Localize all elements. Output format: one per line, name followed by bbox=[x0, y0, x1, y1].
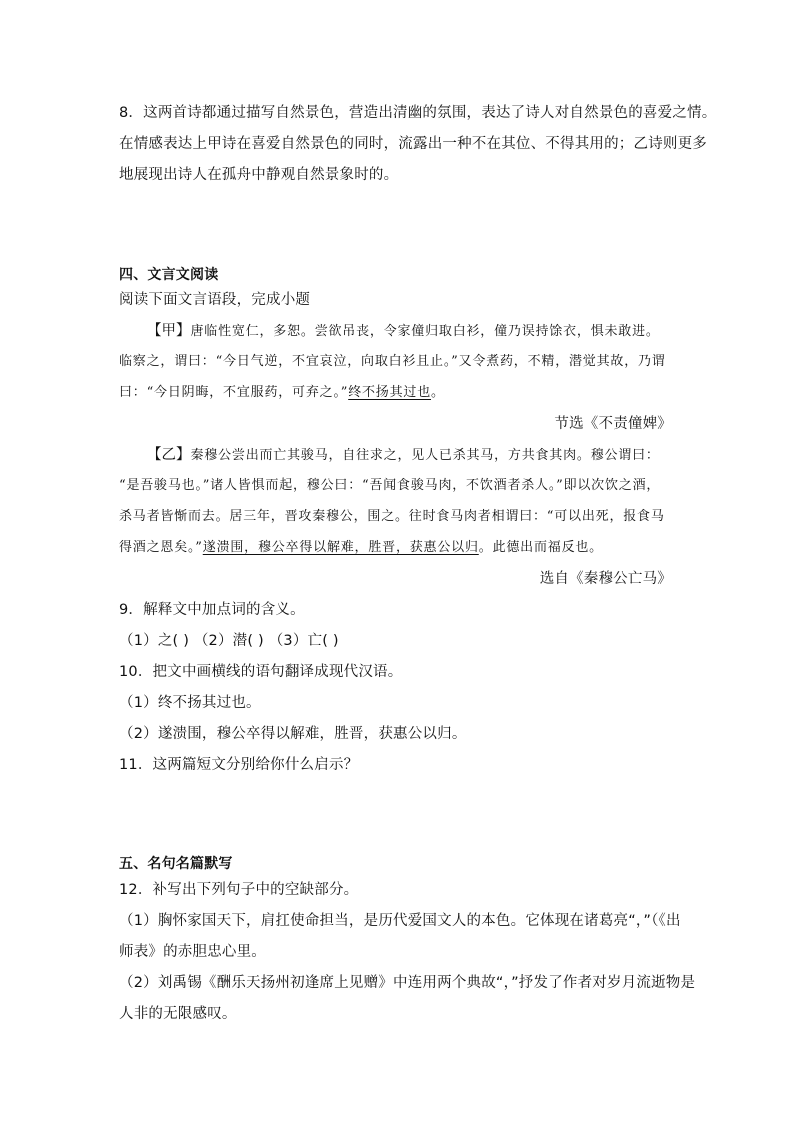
question-9: 9．解释文中加点词的含义。 bbox=[119, 602, 305, 618]
passage-jia-line-3 bbox=[119, 383, 445, 403]
section-5-heading: 五、名句名篇默写 bbox=[119, 856, 233, 872]
passage-yi-tag: 【乙】 bbox=[147, 447, 191, 463]
passage-yi-text-4-end: 。此德出而福反也。 bbox=[478, 540, 603, 555]
passage-jia-text-3-end: 。 bbox=[431, 385, 445, 400]
passage-jia-underlined-sentence: 终不扬其过也 bbox=[348, 385, 432, 400]
passage-yi-source: 选自《秦穆公亡马》 bbox=[539, 571, 672, 587]
answer-8-line-1: 8．这两首诗都通过描写自然景色，营造出清幽的氛围，表达了诗人对自然景色的喜爱之情。 bbox=[119, 105, 717, 121]
question-12-item-2-line-1: （2）刘禹锡《酬乐天扬州初逢席上见赠》中连用两个典故“，”抒发了作者对岁月流逝物是 bbox=[119, 975, 696, 991]
passage-jia-line-2: 临察之，谓曰：“今日气逆，不宜哀泣，向取白衫且止。”又令煮药，不精，潜觉其故，乃谓 bbox=[119, 354, 666, 369]
question-10: 10．把文中画横线的语句翻译成现代汉语。 bbox=[119, 664, 403, 680]
passage-jia-line-1 bbox=[147, 321, 660, 342]
passage-jia-text-3: 曰：“今日阴晦，不宜服药，可弃之。” bbox=[119, 385, 349, 400]
passage-yi-line-3: 杀马者皆惭而去。居三年，晋攻秦穆公，围之。往时食马肉者相谓曰：“可以出死，报食马 bbox=[119, 509, 665, 524]
passage-yi-underlined-sentence: 遂溃围，穆公卒得以解难，胜晋，获惠公以归 bbox=[202, 540, 479, 555]
question-10-item-1: （1）终不扬其过也。 bbox=[119, 695, 261, 711]
section-4-heading: 四、文言文阅读 bbox=[119, 267, 219, 283]
passage-jia-tag: 【甲】 bbox=[147, 323, 191, 339]
passage-yi-text-1: 秦穆公尝出而亡其骏马，自往求之，见人已杀其马，方共食其肉。穆公谓曰： bbox=[190, 448, 660, 463]
answer-8-line-2: 在情感表达上甲诗在喜爱自然景色的同时，流露出一种不在其位、不得其用的；乙诗则更多 bbox=[119, 136, 707, 152]
passage-yi-text-4: 得酒之恩矣。” bbox=[119, 540, 203, 555]
section-4-instruction: 阅读下面文言语段，完成小题 bbox=[119, 292, 311, 308]
question-9-items: （1）之( ) （2）潜( ) （3）亡( ) bbox=[119, 633, 339, 649]
question-11: 11．这两篇短文分别给你什么启示？ bbox=[119, 757, 359, 773]
question-12-item-1-line-1: （1）胸怀家国天下，肩扛使命担当，是历代爱国文人的本色。它体现在诸葛亮“，”（《出 bbox=[119, 913, 681, 929]
passage-jia-source: 节选《不责僮婢》 bbox=[554, 416, 672, 432]
passage-jia-text-1: 唐临性宽仁，多恕。尝欲吊丧，令家僮归取白衫，僮乃误持馀衣，惧未敢进。 bbox=[190, 324, 660, 339]
passage-yi-line-1 bbox=[147, 445, 660, 466]
passage-yi-line-2: “是吾骏马也。”诸人皆惧而起，穆公曰：“吾闻食骏马肉，不饮酒者杀人。”即以次饮之酒， bbox=[119, 478, 661, 493]
answer-8-line-3: 地展现出诗人在孤舟中静观自然景象时的。 bbox=[119, 167, 399, 183]
question-12-item-2-line-2: 人非的无限感叹。 bbox=[119, 1006, 237, 1022]
question-12-item-1-line-2: 师表》的赤胆忠心里。 bbox=[119, 944, 266, 960]
question-10-item-2: （2）遂溃围，穆公卒得以解难，胜晋，获惠公以归。 bbox=[119, 726, 467, 742]
question-12: 12．补写出下列句子中的空缺部分。 bbox=[119, 882, 359, 898]
passage-yi-line-4 bbox=[119, 538, 603, 558]
